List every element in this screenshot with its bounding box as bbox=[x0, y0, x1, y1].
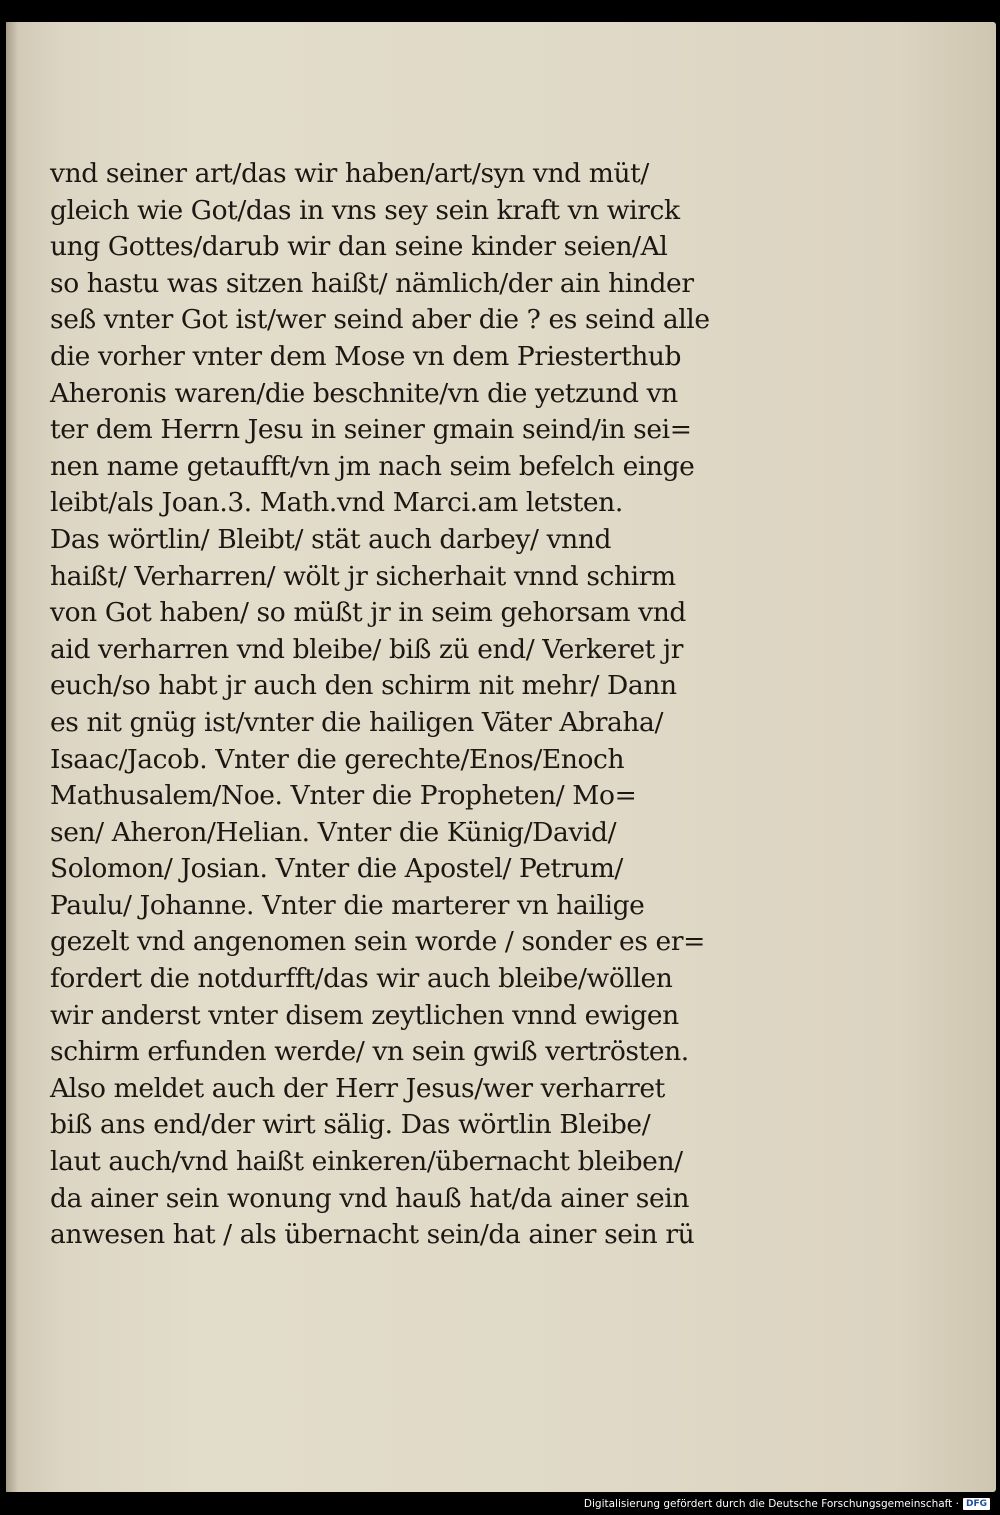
page-edge-shadow bbox=[6, 22, 18, 1492]
text-line: schirm erfunden werde/ vn sein gwiß vertrösten. bbox=[50, 1036, 689, 1068]
text-line: da ainer sein wonung vnd hauß hat/da ainer sein bbox=[50, 1182, 690, 1214]
text-line: anwesen hat / als übernacht sein/da ainer sein rü bbox=[50, 1219, 695, 1251]
text-line: vnd seiner art/das wir haben/art/syn vnd müt/ bbox=[50, 158, 649, 189]
text-line: laut auch/vnd haißt einkeren/übernacht bleiben/ bbox=[50, 1146, 683, 1178]
text-line: gezelt vnd angenomen sein worde / sonder es er= bbox=[50, 926, 705, 958]
text-line: euch/so habt jr auch den schirm nit mehr/ Dann bbox=[50, 670, 677, 702]
text-line: nen name getaufft/vn jm nach seim befelch einge bbox=[50, 450, 695, 482]
text-line: leibt/als Joan.3. Math.vnd Marci.am letsten. bbox=[50, 487, 623, 519]
text-line: Mathusalem/Noe. Vnter die Propheten/ Mo= bbox=[50, 780, 637, 812]
text-line: wir anderst vnter disem zeytlichen vnnd ewigen bbox=[50, 999, 679, 1031]
text-line: es nit gnüg ist/vnter die hailigen Väter Abraha/ bbox=[50, 706, 663, 738]
text-line: die vorher vnter dem Mose vn dem Priesterthub bbox=[50, 340, 682, 372]
text-line: fordert die notdurfft/das wir auch bleibe/wöllen bbox=[50, 963, 673, 995]
text-line: Aheronis waren/die beschnite/vn die yetzund vn bbox=[50, 377, 678, 409]
digitization-credit bbox=[584, 1498, 990, 1510]
page-text-block bbox=[50, 156, 750, 1254]
text-line: haißt/ Verharren/ wölt jr sicherhait vnnd schirm bbox=[50, 560, 676, 592]
text-line: von Got haben/ so müßt jr in seim gehorsam vnd bbox=[50, 597, 686, 629]
funding-note: Digitalisierung gefördert durch die Deutsche Forschungsgemeinschaft · bbox=[583, 1498, 959, 1510]
text-line: Also meldet auch der Herr Jesus/wer verharret bbox=[50, 1072, 665, 1104]
text-line: so hastu was sitzen haißt/ nämlich/der ain hinder bbox=[50, 267, 694, 299]
text-line: gleich wie Got/das in vns sey sein kraft vn wirck bbox=[50, 194, 680, 226]
text-line: Das wörtlin/ Bleibt/ stät auch darbey/ vnnd bbox=[50, 523, 612, 555]
text-line: biß ans end/der wirt sälig. Das wörtlin Bleibe/ bbox=[50, 1109, 651, 1141]
text-line: Paulu/ Johanne. Vnter die marterer vn hailige bbox=[50, 889, 645, 921]
text-line: aid verharren vnd bleibe/ biß zü end/ Verkeret jr bbox=[50, 633, 683, 665]
text-line: ung Gottes/darub wir dan seine kinder seien/Al bbox=[50, 231, 668, 263]
text-line: Isaac/Jacob. Vnter die gerechte/Enos/Enoch bbox=[50, 743, 625, 775]
text-line: Solomon/ Josian. Vnter die Apostel/ Petrum/ bbox=[50, 853, 623, 885]
text-line: ter dem Herrn Jesu in seiner gmain seind/in sei= bbox=[50, 414, 692, 446]
book-page bbox=[6, 22, 996, 1492]
text-line: seß vnter Got ist/wer seind aber die ? es seind alle bbox=[50, 304, 710, 336]
dfg-logo-icon: DFG bbox=[963, 1498, 990, 1510]
text-line: sen/ Aheron/Helian. Vnter die Künig/David/ bbox=[50, 816, 617, 848]
